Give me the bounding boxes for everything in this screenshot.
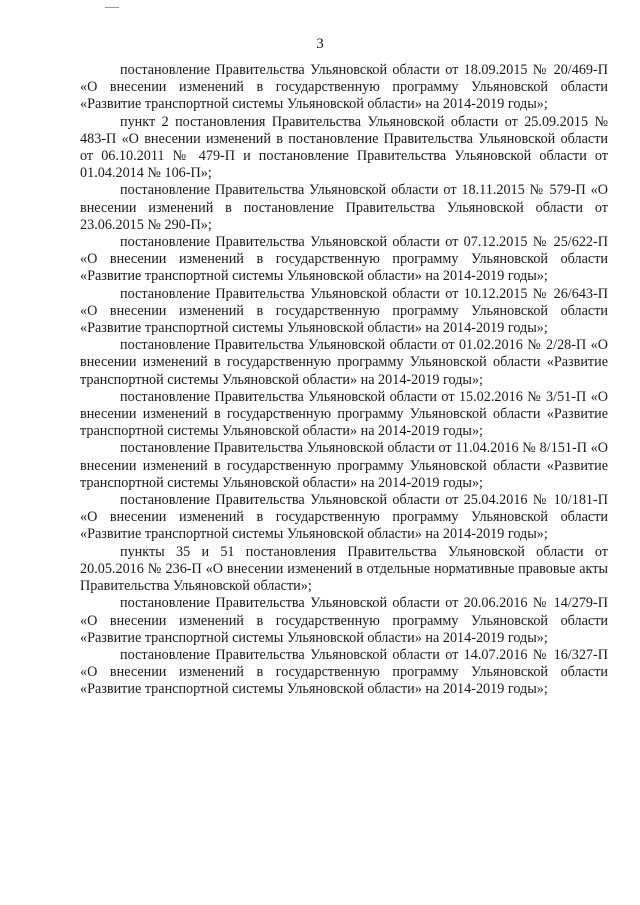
scan-mark (105, 7, 119, 8)
paragraph: постановление Правительства Ульяновской области от 07.12.2015 № 25/622-П «О внесении изменений в государственную программу Ульяновской области «Развитие транспортной системы Ульяновской области» на 2014-2019 годы»; (80, 234, 608, 285)
paragraph: постановление Правительства Ульяновской области от 10.12.2015 № 26/643-П «О внесении изменений в государственную программу Ульяновской области «Развитие транспортной системы Ульяновской области» на 2014-2019 годы»; (80, 285, 608, 337)
paragraph: постановление Правительства Ульяновской области от 25.04.2016 № 10/181-П «О внесении изменений в государственную программу Ульяновской области «Развитие транспортной системы Ульяновской области» на 2014-2019 годы»; (80, 492, 608, 543)
paragraph: постановление Правительства Ульяновской области от 18.11.2015 № 579-П «О внесении изменений в постановление Правительства Ульяновской области от 23.06.2015 № 290-П»; (80, 182, 608, 233)
paragraph: пункты 35 и 51 постановления Правительства Ульяновской области от 20.05.2016 № 236-П «О внесении изменений в отдельные нормативные правовые акты Правительства Ульяновской области»; (80, 543, 608, 595)
document-body (80, 62, 608, 699)
paragraph: постановление Правительства Ульяновской области от 11.04.2016 № 8/151-П «О внесении изменений в государственную программу Ульяновской области «Развитие транспортной системы Ульяновской области» на 2014-2019 годы»; (80, 440, 608, 491)
paragraph: постановление Правительства Ульяновской области от 18.09.2015 № 20/469-П «О внесении изменений в государственную программу Ульяновской области «Развитие транспортной системы Ульяновской области» на 2014-2019 годы»; (80, 62, 608, 113)
page-number: 3 (316, 36, 324, 52)
paragraph: постановление Правительства Ульяновской области от 01.02.2016 № 2/28-П «О внесении изменений в государственную программу Ульяновской области «Развитие транспортной системы Ульяновской области» на 2014-2019 годы»; (80, 337, 608, 388)
paragraph: постановление Правительства Ульяновской области от 20.06.2016 № 14/279-П «О внесении изменений в государственную программу Ульяновской области «Развитие транспортной системы Ульяновской области» на 2014-2019 годы»; (80, 595, 608, 646)
paragraph: постановление Правительства Ульяновской области от 14.07.2016 № 16/327-П «О внесении изменений в государственную программу Ульяновской области «Развитие транспортной системы Ульяновской области» на 2014-2019 годы»; (80, 646, 608, 698)
paragraph: постановление Правительства Ульяновской области от 15.02.2016 № 3/51-П «О внесении изменений в государственную программу Ульяновской области «Развитие транспортной системы Ульяновской области» на 2014-2019 годы»; (80, 388, 608, 440)
paragraph: пункт 2 постановления Правительства Ульяновской области от 25.09.2015 № 483-П «О внесении изменений в постановление Правительства Ульяновской области от 06.10.2011 № 479-П и постановление Правительства Ульяновской области от 01.04.2014 № 106-П»; (80, 113, 608, 182)
